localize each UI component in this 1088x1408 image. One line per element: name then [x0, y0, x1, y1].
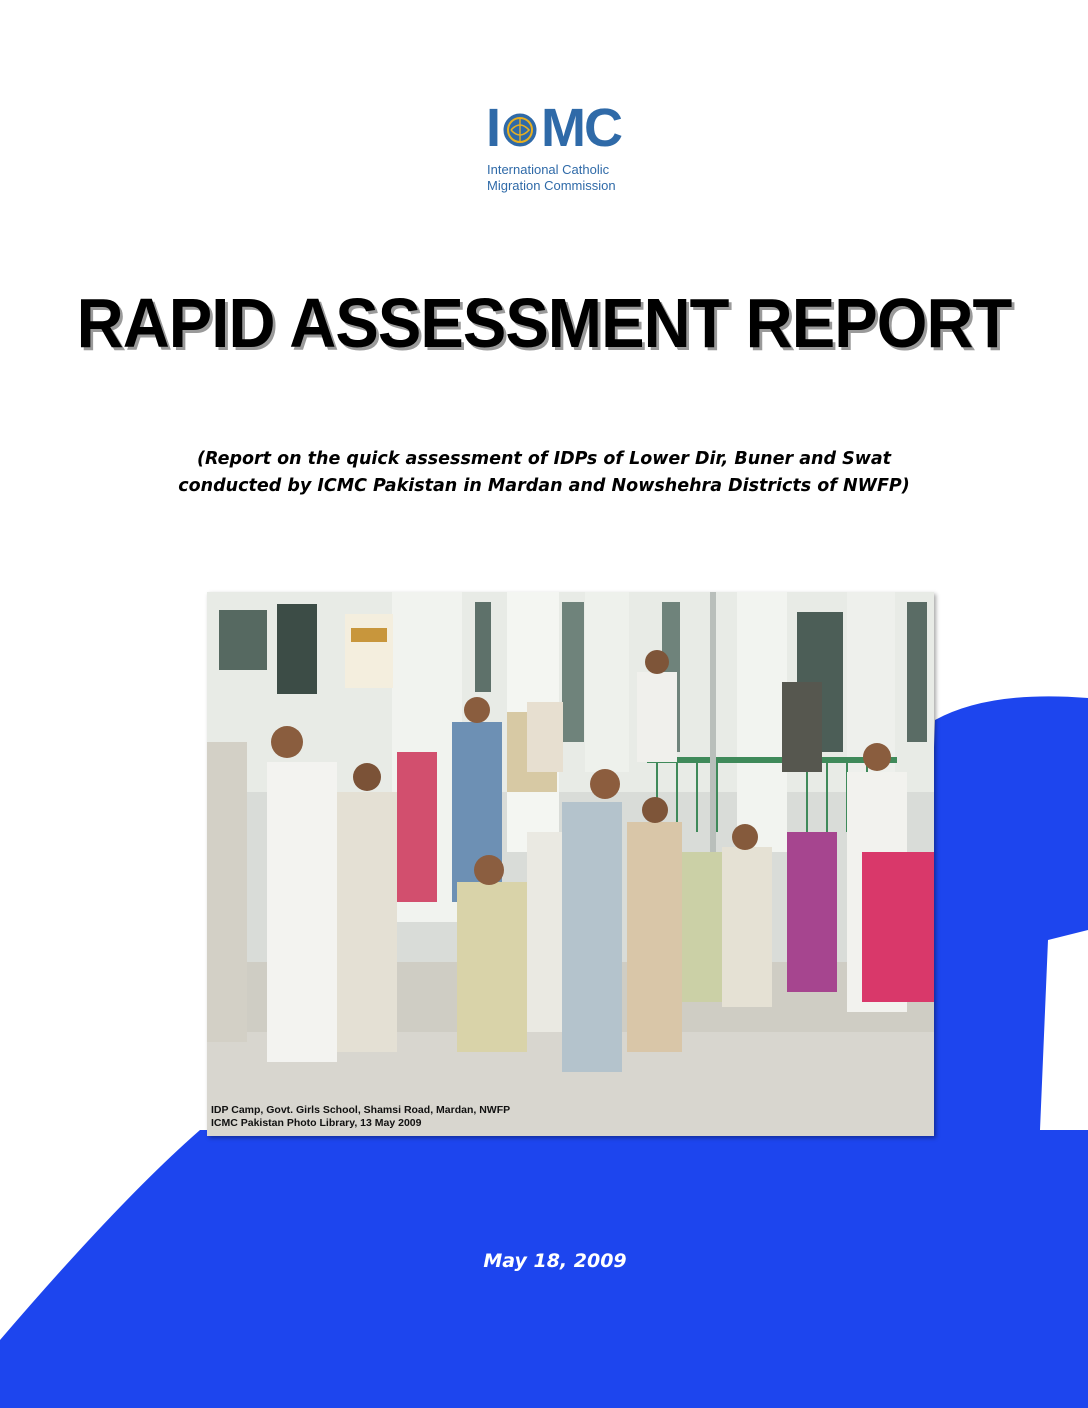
logo-wordmark	[486, 100, 621, 156]
report-date: May 18, 2009	[483, 1250, 627, 1272]
cover-photo	[207, 592, 934, 1136]
caption-line-1: IDP Camp, Govt. Girls School, Shamsi Road, Mardan, NWFP	[211, 1104, 511, 1116]
logo-organization-name	[487, 162, 647, 194]
org-line-2: Migration Commission	[487, 178, 616, 193]
idp-camp-photo	[207, 592, 934, 1136]
logo-letter-m: M	[541, 98, 584, 158]
logo-letter-c: C	[584, 98, 621, 158]
org-line-1: International Catholic	[487, 162, 610, 177]
caption-line-2: ICMC Pakistan Photo Library, 13 May 2009	[211, 1117, 422, 1129]
globe-icon	[500, 104, 540, 152]
report-subtitle	[130, 446, 958, 500]
report-title: RAPID ASSESSMENT REPORT	[76, 284, 1012, 362]
subtitle-line-2: conducted by ICMC Pakistan in Mardan and Nowshehra Districts of NWFP)	[178, 476, 910, 496]
subtitle-line-1: (Report on the quick assessment of IDPs of Lower Dir, Buner and Swat	[196, 449, 892, 469]
logo-letter-i: I	[486, 98, 500, 158]
icmc-logo	[486, 100, 636, 200]
photo-caption	[211, 1104, 510, 1130]
